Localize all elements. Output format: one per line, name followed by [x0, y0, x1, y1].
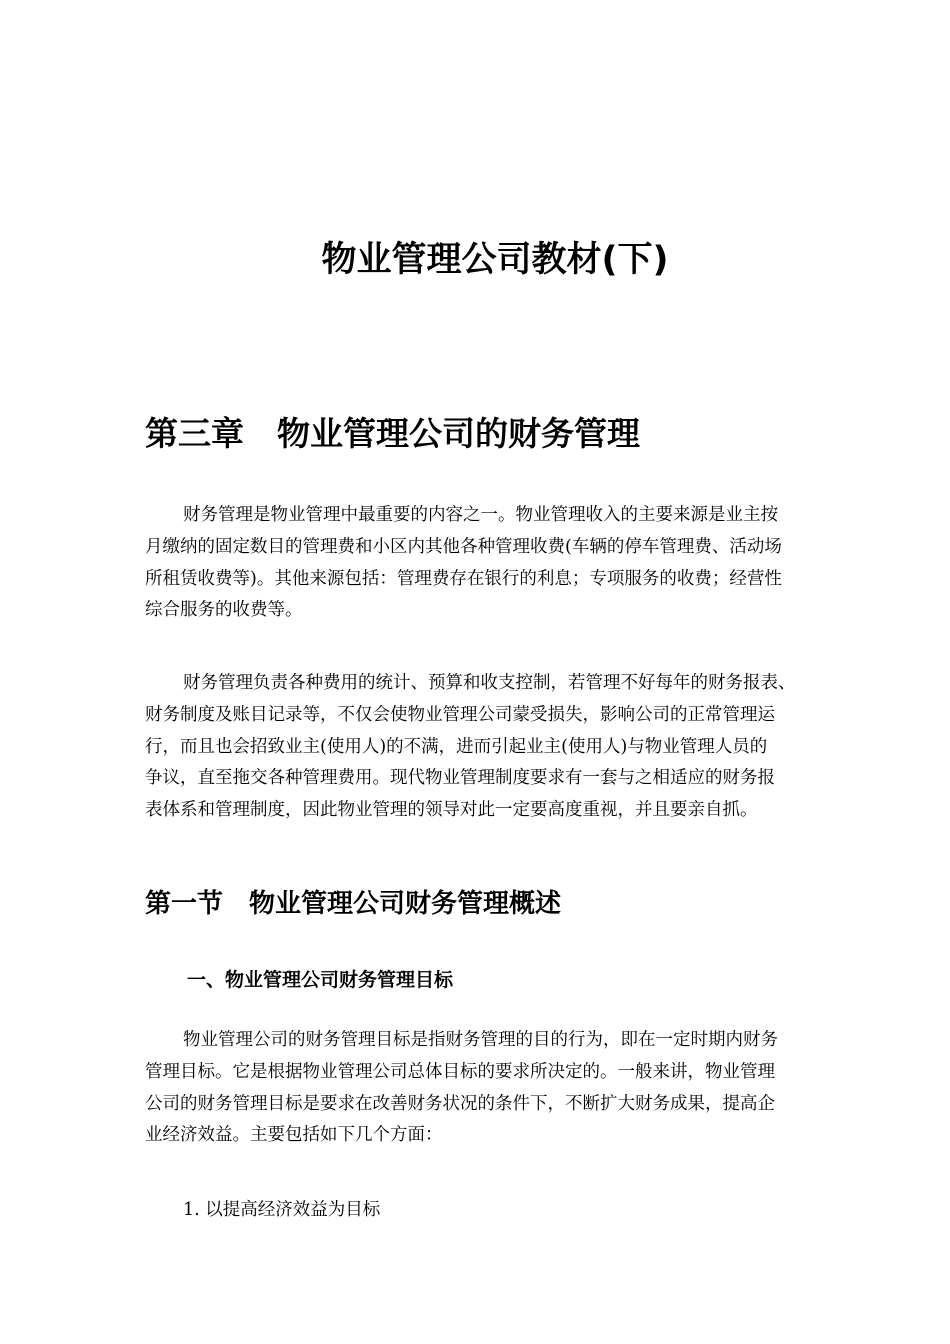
- paragraph-line: 月缴纳的固定数目的管理费和小区内其他各种管理收费(车辆的停车管理费、活动场: [145, 536, 782, 557]
- paragraph-line: 公司的财务管理目标是要求在改善财务状况的条件下，不断扩大财务成果，提高企: [145, 1093, 775, 1114]
- paragraph-line: 表体系和管理制度，因此物业管理的领导对此一定要高度重视，并且要亲自抓。: [145, 800, 758, 821]
- paragraph-line: 财务制度及账目记录等，不仅会使物业管理公司蒙受损失，影响公司的正常管理运: [145, 704, 775, 725]
- paragraph-line: 业经济效益。主要包括如下几个方面：: [145, 1125, 443, 1146]
- paragraph-line: 行，而且也会招致业主(使用人)的不满，进而引起业主(使用人)与物业管理人员的: [145, 736, 768, 757]
- list-item: 1. 以提高经济效益为目标: [183, 1200, 381, 1220]
- paragraph-line: 争议，直至拖交各种管理费用。现代物业管理制度要求有一套与之相适应的财务报: [145, 768, 775, 789]
- paragraph-line: 财务管理是物业管理中最重要的内容之一。物业管理收入的主要来源是业主按: [183, 505, 778, 525]
- subsection-heading: 一、物业管理公司财务管理目标: [187, 969, 454, 991]
- paragraph-finance-responsibility: [145, 668, 855, 827]
- paragraph-line: 所租赁收费等)。其他来源包括：管理费存在银行的利息；专项服务的收费；经营性: [145, 568, 782, 589]
- document-title: 物业管理公司教材(下): [321, 240, 669, 280]
- paragraph-line: 综合服务的收费等。: [145, 600, 303, 621]
- section-heading: 第一节 物业管理公司财务管理概述: [145, 889, 562, 919]
- paragraph-finance-goals: [145, 1025, 855, 1152]
- paragraph-line: 管理目标。它是根据物业管理公司总体目标的要求所决定的。一般来讲，物业管理: [145, 1061, 775, 1082]
- paragraph-line: 物业管理公司的财务管理目标是指财务管理的目的行为，即在一定时期内财务: [183, 1030, 778, 1050]
- paragraph-line: 财务管理负责各种费用的统计、预算和收支控制，若管理不好每年的财务报表、: [183, 673, 796, 693]
- chapter-heading: 第三章 物业管理公司的财务管理: [145, 414, 640, 453]
- paragraph-finance-intro: [145, 500, 855, 627]
